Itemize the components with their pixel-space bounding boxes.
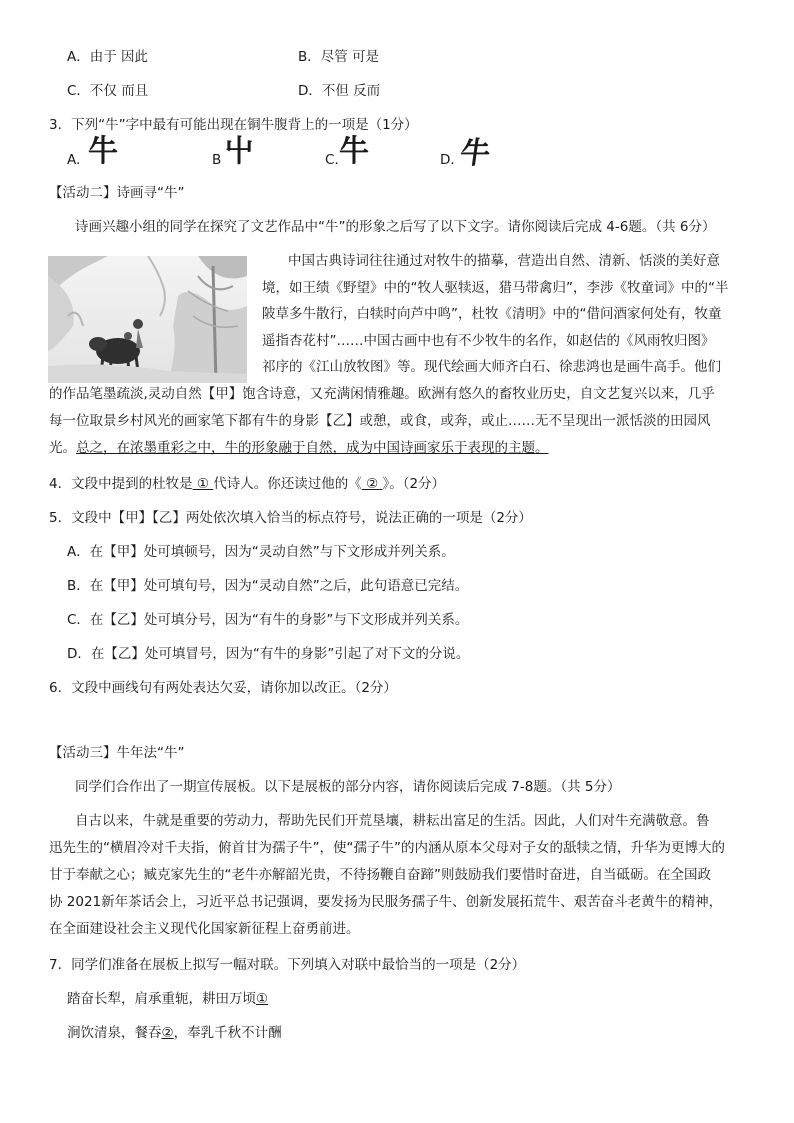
q5-option-c: C．在【乙】处可填分号，因为“有牛的身影”与下文形成并列关系。 [67, 612, 469, 628]
para-line-7: 每一位取景乡村风光的画家笔下都有牛的身影【乙】或憩，或食，或奔，或止……无不呈现出一派恬淡的田园风 [49, 413, 711, 429]
couplet-2-blank[interactable]: ② [161, 1025, 174, 1041]
para-line-3: 陂草多牛散行，白犊时向芦中鸣”，杜牧《清明》中的“借问酒家何处有，牧童 [262, 306, 722, 322]
underlined-sentence: 总之，在浓墨重彩之中，牛的形象融于自然，成为中国诗画家乐于表现的主题。 [76, 440, 549, 456]
q4-mid: 代诗人。你还读过他的《 [213, 476, 362, 492]
q3-option-a-label: A. [67, 152, 81, 168]
q4-suffix: 》。（2分） [382, 476, 446, 492]
q4-prefix: 4．文段中提到的杜牧是 [49, 476, 193, 492]
activity3-line-3: 甘于奉献之心；臧克家先生的“老牛亦解韶光贵，不待扬鞭自奋蹄”则鼓励我们要惜时奋进，自当砥砺。在全国政 [49, 867, 711, 883]
para-line-5: 祁序的《江山放牧图》等。现代绘画大师齐白石、徐悲鸿也是画牛高手。他们 [262, 359, 721, 375]
activity3-line-1: 自古以来，牛就是重要的劳动力，帮助先民们开荒垦壤，耕耘出富足的生活。因此，人们对牛充满敬意。鲁 [75, 813, 710, 829]
activity2-title: 【活动二】诗画寻“牛” [49, 185, 185, 201]
couplet-line-2 [67, 1023, 282, 1043]
q3-option-c-label: C. [325, 152, 339, 168]
q5-stem: 5．文段中【甲】【乙】两处依次填入恰当的标点符号，说法正确的一项是（2分） [49, 510, 532, 526]
q3-option-d-label: D. [440, 152, 455, 168]
couplet-2-text-b: ，奉乳千秋不计酬 [173, 1025, 282, 1041]
q3-stem: 3．下列“牛”字中最有可能出现在铜牛腹背上的一项是（1分） [49, 117, 418, 133]
activity3-line-5: 在全面建设社会主义现代化国家新征程上奋勇前进。 [49, 921, 360, 937]
para-line-4: 遥指杏花村”……中国古画中也有不少牧牛的名作，如赵佶的《风雨牧归图》 [262, 333, 715, 349]
couplet-1-blank[interactable]: ① [256, 991, 269, 1007]
q3-glyph-d: 牛 [457, 136, 493, 171]
ink-painting-image [48, 256, 247, 383]
q3-glyph-b: 屮 [224, 134, 254, 169]
q2-option-a: A．由于 因此 [67, 49, 149, 65]
para-line-6: 的作品笔墨疏淡,灵动自然【甲】饱含诗意，又充满闲情雅趣。欧洲有悠久的畜牧业历史，自文艺复兴以来，几乎 [49, 386, 715, 402]
q4-blank-2[interactable]: ② [361, 476, 383, 492]
q2-option-d: D．不但 反而 [298, 83, 381, 99]
activity3-line-4: 协 2021新年茶话会上，习近平总书记强调，要发扬为民服务孺子牛、创新发展拓荒牛、艰苦奋斗老黄牛的精神， [49, 894, 723, 910]
q3-glyph-c: 牛 [339, 134, 369, 169]
q7-stem: 7．同学们准备在展板上拟写一幅对联。下列填入对联中最恰当的一项是（2分） [49, 957, 526, 973]
q5-option-b: B．在【甲】处可填句号，因为“灵动自然”之后，此句语意已完结。 [67, 578, 469, 594]
couplet-line-1 [67, 989, 268, 1009]
q3-option-b-label: B [212, 152, 222, 168]
q4-stem [49, 474, 445, 494]
q5-option-d: D．在【乙】处可填冒号，因为“有牛的身影”引起了对下文的分说。 [67, 646, 470, 662]
activity2-intro: 诗画兴趣小组的同学在探究了文艺作品中“牛”的形象之后写了以下文字。请你阅读后完成 4-6题。（共 6分） [75, 219, 716, 235]
para-line-8 [49, 438, 549, 458]
activity3-line-2: 迅先生的“横眉冷对千夫指，俯首甘为孺子牛”，使“孺子牛”的内涵从原本父母对子女的舐犊之情，升华为更博大的 [49, 840, 725, 856]
q2-option-c: C．不仅 而且 [67, 83, 149, 99]
activity3-title: 【活动三】牛年法“牛” [49, 745, 185, 761]
q2-option-b: B．尽管 可是 [298, 49, 380, 65]
q4-blank-1[interactable]: ① [192, 476, 214, 492]
para-last-plain: 光。 [49, 440, 76, 456]
para-line-1: 中国古典诗词往往通过对牧牛的描摹，营造出自然、清新、恬淡的美好意 [288, 253, 720, 269]
couplet-2-text-a: 涧饮清泉，餐吞 [67, 1025, 162, 1041]
q3-glyph-a: 牛 [88, 134, 118, 169]
couplet-1-text: 踏奋长犁，肩承重轭，耕田万顷 [67, 991, 256, 1007]
q6-stem: 6．文段中画线句有两处表达欠妥，请你加以改正。（2分） [49, 680, 397, 696]
para-line-2: 境，如王绩《野望》中的“牧人驱犊返，猎马带禽归”，李涉《牧童词》中的“半 [262, 280, 729, 296]
activity3-intro: 同学们合作出了一期宣传展板。以下是展板的部分内容，请你阅读后完成 7-8题。（共 5分） [75, 779, 621, 795]
q5-option-a: A．在【甲】处可填顿号，因为“灵动自然”与下文形成并列关系。 [67, 544, 455, 560]
